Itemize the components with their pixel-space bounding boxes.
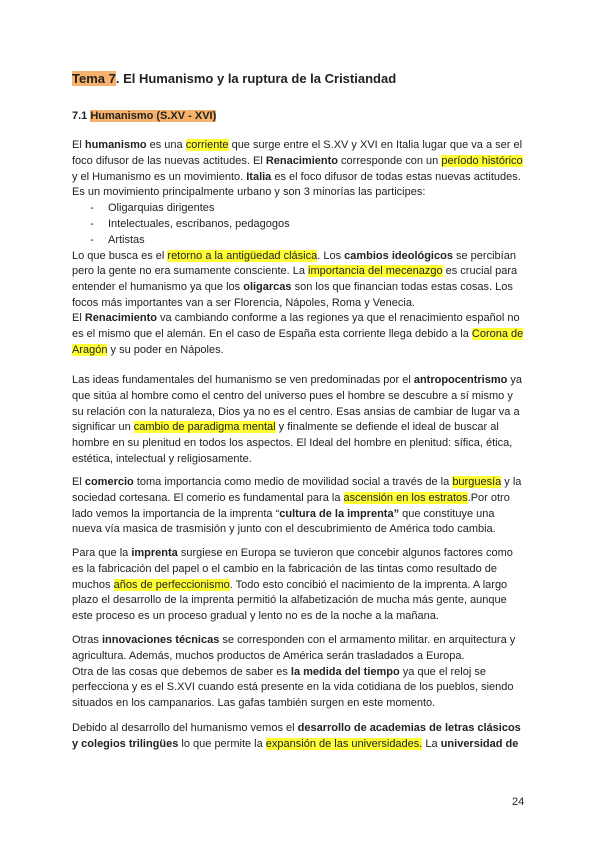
paragraph-line: pero la gente no era sumamente consciente. La importancia del mecenazgo es crucial para xyxy=(72,265,518,278)
intro-block xyxy=(72,138,528,312)
comercio-paragraph: El comercio toma importancia como medio de movilidad social a través de la burguesía y la sociedad cortesana. El comerio es fundamental para la ascensión en los estratos.Por otro lado vemos la importancia de la imprenta “cultura de la imprenta” que constituye una nueva vía masica de trasmisión y junto con el descubrimiento de América todo cambia. xyxy=(72,476,522,536)
section-label: Humanismo (S.XV - XVI) xyxy=(90,110,217,122)
list-item: - Intelectuales, escribanos, pedagogos xyxy=(72,217,528,233)
page-title xyxy=(72,71,396,87)
paragraph-line: y el Humanismo es un movimiento. Italia es el foco difusor de todas estas nuevas actitudes. xyxy=(72,170,521,183)
innovaciones-paragraph: Otras innovaciones técnicas se corresponden con el armamento militar. en arquitectura y agricultura. Además, muchos productos de América serán trasladados a Europa. Otra de las cosas que debemos de saber es la medida del tiempo ya que el reloj se perfecciona y es el S.XVI cuando está presente en la vida cotidiana de los pueblos, siendo situados en los campanarios. Las gafas también surgen en este momento. xyxy=(72,634,516,710)
title-tema-highlight: Tema 7 xyxy=(72,71,116,86)
page-number: 24 xyxy=(512,796,525,808)
list-item: - Artistas xyxy=(72,233,528,249)
imprenta-paragraph: Para que la imprenta surgiese en Europa se tuvieron que concebir algunos factores como es la fabricación del papel o el cambio en la fabricación de las tintas como resultado de muchos años de perfeccionismo. Todo esto concibió el nacimiento de la imprenta. A largo plazo el desarrollo de la imprenta permitió la alfabetización de mucha más gente, aunque este proceso es un proceso gradual y lento no es de la noche a la mañana. xyxy=(72,547,513,623)
antropocentrismo-paragraph: Las ideas fundamentales del humanismo se ven predominadas por el antropocentrismo ya que sitúa al hombre como el centro del universo pues el hombre se descubre a sí mismo y su relación con la naturaleza, Dios ya no es el centro. Esas ansias de cambiar de lugar va a significar un cambio de paradigma mental y finalmente se defiende el ideal de buscar al hombre en su plenitud en todos los aspectos. El Ideal del hombre en plenitud: sífica, ética, estética, intelectual y religiosamente. xyxy=(72,374,523,465)
paragraph-line: focos más importantes van a ser Florencia, Nápoles, Roma y Venecia. xyxy=(72,296,415,309)
section-heading xyxy=(72,109,216,123)
title-text: . El Humanismo y la ruptura de la Cristiandad xyxy=(115,71,397,86)
paragraph-line: entender el humanismo ya que los oligarcas son los que financian todas estas cosas. Los xyxy=(72,281,513,294)
paragraph-line: Lo que busca es el retorno a la antigüedad clásica. Los cambios ideológicos se percibían xyxy=(72,249,516,262)
paragraph-line: foco difusor de las nuevas actitudes. El Renacimiento corresponde con un período histórico xyxy=(72,154,523,167)
paragraph-line: Es un movimiento principalmente urbano y son 3 minorías las participes: xyxy=(72,186,426,199)
section-number: 7.1 xyxy=(72,110,91,122)
renacimiento-paragraph: El Renacimiento va cambiando conforme a las regiones ya que el renacimiento español no es el mismo que el alemán. En el caso de España esta corriente llega debido a la Corona de Aragón y su poder en Nápoles. xyxy=(72,312,524,356)
academias-paragraph: Debido al desarrollo del humanismo vemos el desarrollo de academias de letras clásicos y colegios trilingües lo que permite la expansión de las universidades. La universidad de xyxy=(72,722,521,750)
paragraph-line: El humanismo es una corriente que surge entre el S.XV y XVI en Italia lugar que va a ser el xyxy=(72,139,523,151)
list-item: - Oligarquias dirigentes xyxy=(72,201,528,217)
participants-list xyxy=(72,201,528,248)
